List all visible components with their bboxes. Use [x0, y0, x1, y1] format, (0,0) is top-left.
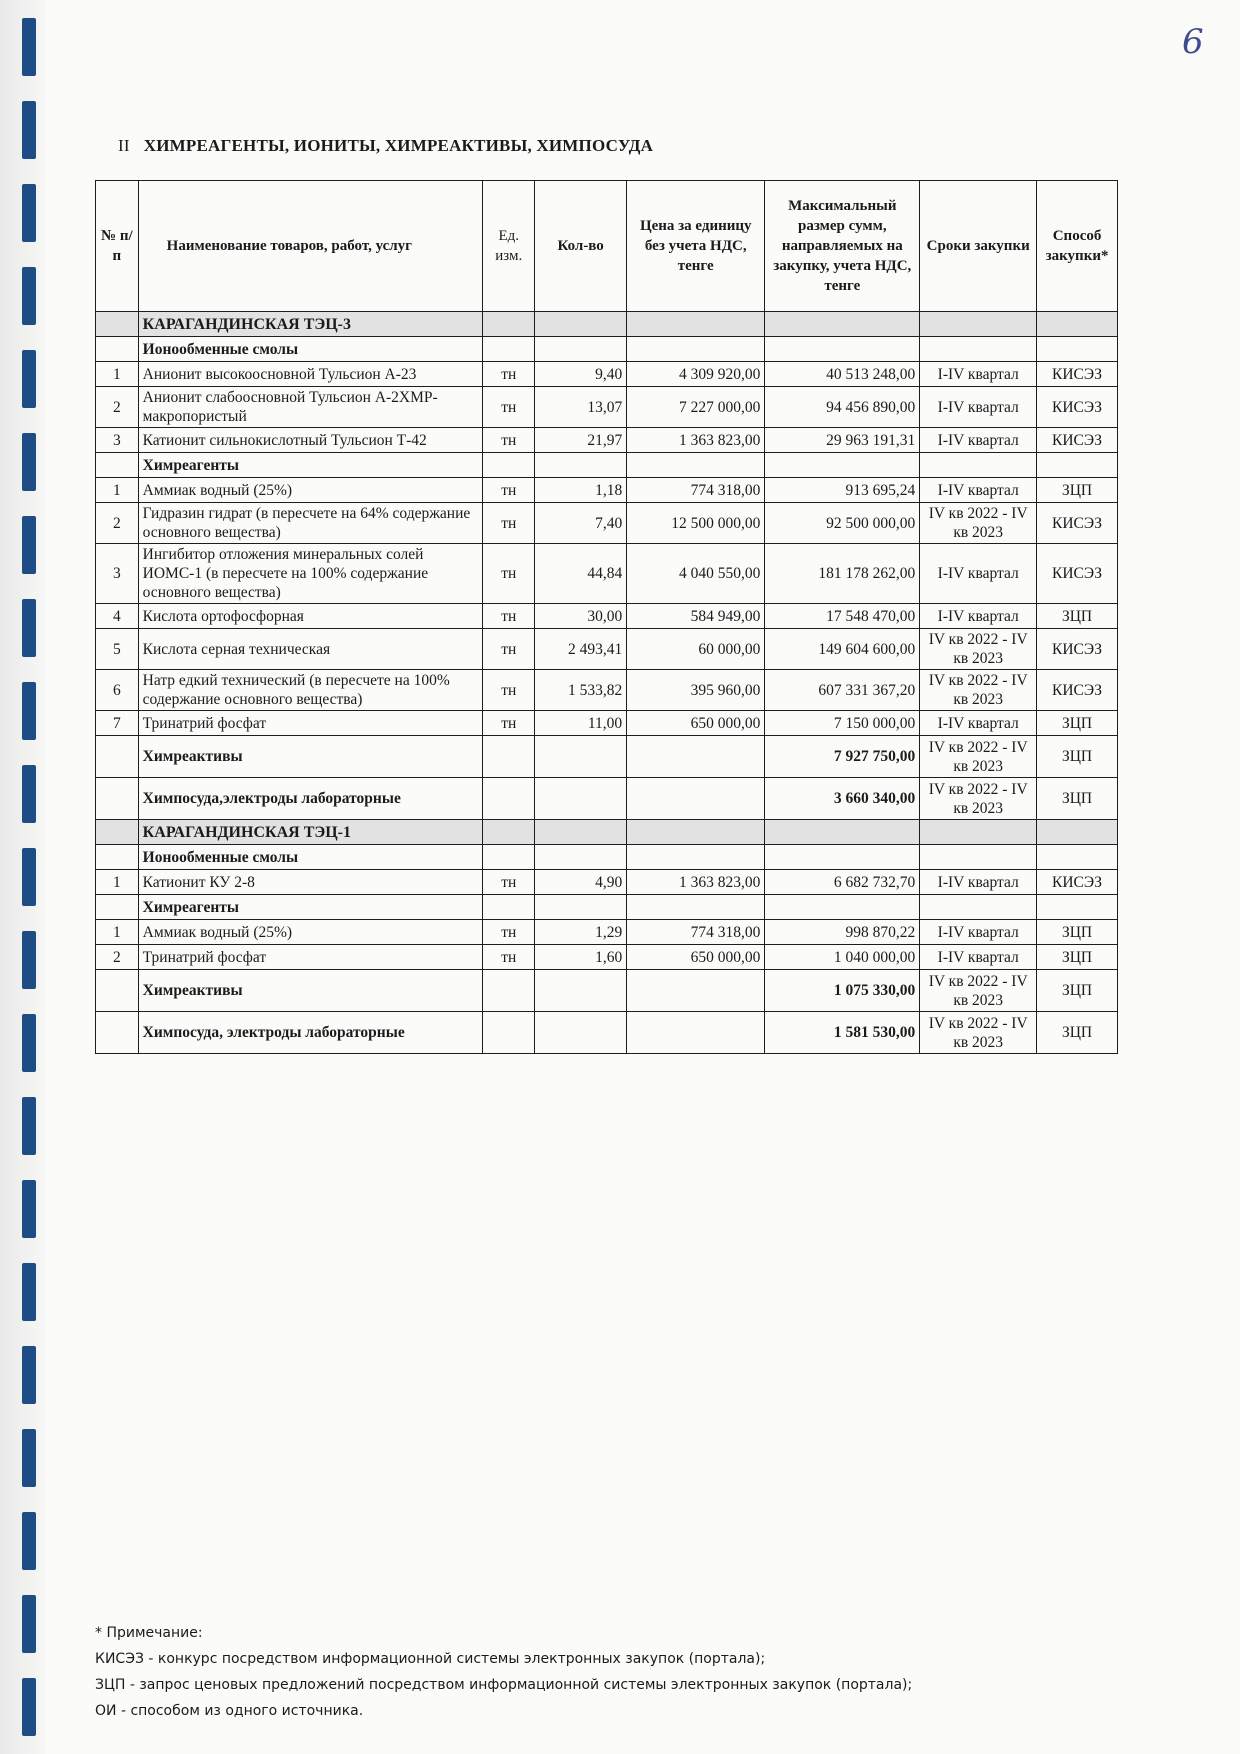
- cell-num: 3: [96, 544, 139, 604]
- group-row: [96, 845, 1118, 870]
- footnote-heading: * Примечание:: [95, 1625, 203, 1641]
- cell-sum: 7 927 750,00: [765, 736, 920, 778]
- cell-name: Ингибитор отложения минеральных солей ИОМС-1 (в пересчете на 100% содержание основного вещества): [138, 544, 483, 604]
- cell-method: КИСЭЗ: [1037, 362, 1118, 387]
- cell-num: 4: [96, 604, 139, 629]
- table-body: [96, 312, 1118, 1054]
- binding-ring: [22, 682, 36, 740]
- binding-ring: [22, 1180, 36, 1238]
- header-price: Цена за единицу без учета НДС, тенге: [627, 181, 765, 312]
- cell-empty: [765, 337, 920, 362]
- cell-term: IV кв 2022 - IV кв 2023: [920, 778, 1037, 820]
- cell-name: Катионит КУ 2-8: [138, 870, 483, 895]
- binding-ring: [22, 350, 36, 408]
- cell-sum: 3 660 340,00: [765, 778, 920, 820]
- cell-name: Тринатрий фосфат: [138, 945, 483, 970]
- cell-empty: [627, 1012, 765, 1054]
- cell-qty: 4,90: [535, 870, 627, 895]
- cell-unit: тн: [483, 503, 535, 544]
- cell-empty: [483, 1012, 535, 1054]
- subtotal-row: [96, 778, 1118, 820]
- cell-method: ЗЦП: [1037, 920, 1118, 945]
- cell-term: I-IV квартал: [920, 604, 1037, 629]
- cell-method: КИСЭЗ: [1037, 503, 1118, 544]
- cell-num: 3: [96, 428, 139, 453]
- cell-sum: 92 500 000,00: [765, 503, 920, 544]
- cell-name: Гидразин гидрат (в пересчете на 64% содержание основного вещества): [138, 503, 483, 544]
- cell-sum: 6 682 732,70: [765, 870, 920, 895]
- cell-method: КИСЭЗ: [1037, 629, 1118, 670]
- cell-unit: тн: [483, 670, 535, 711]
- cell-empty: [1037, 895, 1118, 920]
- cell-name: Катионит сильнокислотный Тульсион Т-42: [138, 428, 483, 453]
- footnote-line: ОИ - способом из одного источника.: [95, 1703, 364, 1719]
- org-name: КАРАГАНДИНСКАЯ ТЭЦ-3: [138, 312, 483, 337]
- cell-empty: [483, 337, 535, 362]
- cell-price: 774 318,00: [627, 920, 765, 945]
- cell-term: IV кв 2022 - IV кв 2023: [920, 629, 1037, 670]
- cell-num: 7: [96, 711, 139, 736]
- cell-qty: 1,18: [535, 478, 627, 503]
- cell-empty: [535, 453, 627, 478]
- cell-num: [96, 337, 139, 362]
- binding-ring: [22, 1512, 36, 1570]
- cell-unit: тн: [483, 870, 535, 895]
- cell-empty: [1037, 845, 1118, 870]
- cell-qty: 7,40: [535, 503, 627, 544]
- cell-empty: [1037, 820, 1118, 845]
- cell-method: ЗЦП: [1037, 945, 1118, 970]
- cell-price: 650 000,00: [627, 711, 765, 736]
- table-row: [96, 629, 1118, 670]
- cell-price: 12 500 000,00: [627, 503, 765, 544]
- table-row: [96, 362, 1118, 387]
- cell-empty: [920, 312, 1037, 337]
- cell-sum: 1 075 330,00: [765, 970, 920, 1012]
- cell-qty: 1 533,82: [535, 670, 627, 711]
- cell-name: Химпосуда, электроды лабораторные: [138, 1012, 483, 1054]
- cell-price: 584 949,00: [627, 604, 765, 629]
- header-unit: Ед. изм.: [483, 181, 535, 312]
- subtotal-row: [96, 736, 1118, 778]
- cell-term: I-IV квартал: [920, 387, 1037, 428]
- cell-qty: 1,29: [535, 920, 627, 945]
- cell-empty: [535, 820, 627, 845]
- cell-sum: 998 870,22: [765, 920, 920, 945]
- table-row: [96, 711, 1118, 736]
- cell-empty: [535, 778, 627, 820]
- cell-empty: [535, 736, 627, 778]
- table-row: [96, 870, 1118, 895]
- cell-empty: [920, 895, 1037, 920]
- footnote-line: ЗЦП - запрос ценовых предложений посредством информационной системы электронных закупок (портала);: [95, 1677, 913, 1693]
- table-row: [96, 670, 1118, 711]
- cell-price: 4 309 920,00: [627, 362, 765, 387]
- group-name: Ионообменные смолы: [138, 845, 483, 870]
- cell-unit: тн: [483, 478, 535, 503]
- cell-name: Анионит высокоосновной Тульсион А-23: [138, 362, 483, 387]
- cell-qty: 44,84: [535, 544, 627, 604]
- group-name: Химреагенты: [138, 453, 483, 478]
- cell-sum: 29 963 191,31: [765, 428, 920, 453]
- cell-num: [96, 778, 139, 820]
- cell-method: ЗЦП: [1037, 778, 1118, 820]
- cell-name: Анионит слабоосновной Тульсион А-2ХМР-макропористый: [138, 387, 483, 428]
- cell-empty: [920, 820, 1037, 845]
- cell-empty: [535, 895, 627, 920]
- binding-ring: [22, 1346, 36, 1404]
- cell-method: ЗЦП: [1037, 711, 1118, 736]
- cell-empty: [1037, 337, 1118, 362]
- cell-price: 4 040 550,00: [627, 544, 765, 604]
- cell-qty: 13,07: [535, 387, 627, 428]
- cell-num: 1: [96, 870, 139, 895]
- procurement-table: [95, 180, 1118, 1054]
- cell-sum: 149 604 600,00: [765, 629, 920, 670]
- cell-num: 2: [96, 387, 139, 428]
- binding-ring: [22, 931, 36, 989]
- cell-unit: тн: [483, 428, 535, 453]
- table-row: [96, 428, 1118, 453]
- table-row: [96, 387, 1118, 428]
- cell-unit: тн: [483, 629, 535, 670]
- cell-sum: 94 456 890,00: [765, 387, 920, 428]
- cell-term: IV кв 2022 - IV кв 2023: [920, 670, 1037, 711]
- cell-term: IV кв 2022 - IV кв 2023: [920, 503, 1037, 544]
- cell-name: Тринатрий фосфат: [138, 711, 483, 736]
- cell-empty: [483, 736, 535, 778]
- cell-empty: [765, 820, 920, 845]
- cell-method: КИСЭЗ: [1037, 670, 1118, 711]
- cell-term: I-IV квартал: [920, 428, 1037, 453]
- cell-term: I-IV квартал: [920, 362, 1037, 387]
- cell-empty: [535, 845, 627, 870]
- header-qty: Кол-во: [535, 181, 627, 312]
- cell-sum: 1 040 000,00: [765, 945, 920, 970]
- cell-empty: [627, 312, 765, 337]
- cell-empty: [483, 453, 535, 478]
- org-row: [96, 312, 1118, 337]
- org-name: КАРАГАНДИНСКАЯ ТЭЦ-1: [138, 820, 483, 845]
- cell-term: I-IV квартал: [920, 920, 1037, 945]
- cell-num: [96, 845, 139, 870]
- spiral-binding: [0, 0, 46, 1754]
- cell-num: 1: [96, 920, 139, 945]
- cell-empty: [627, 895, 765, 920]
- cell-price: 1 363 823,00: [627, 870, 765, 895]
- cell-empty: [627, 337, 765, 362]
- cell-price: 60 000,00: [627, 629, 765, 670]
- cell-sum: 7 150 000,00: [765, 711, 920, 736]
- cell-num: [96, 312, 139, 337]
- cell-empty: [627, 970, 765, 1012]
- cell-unit: тн: [483, 362, 535, 387]
- cell-method: КИСЭЗ: [1037, 428, 1118, 453]
- cell-empty: [627, 820, 765, 845]
- group-row: [96, 337, 1118, 362]
- cell-empty: [535, 337, 627, 362]
- binding-ring: [22, 848, 36, 906]
- cell-method: ЗЦП: [1037, 1012, 1118, 1054]
- table-header-row: [96, 181, 1118, 312]
- cell-term: I-IV квартал: [920, 945, 1037, 970]
- table-row: [96, 945, 1118, 970]
- cell-term: I-IV квартал: [920, 711, 1037, 736]
- subtotal-row: [96, 970, 1118, 1012]
- cell-empty: [627, 736, 765, 778]
- cell-qty: 1,60: [535, 945, 627, 970]
- table-row: [96, 503, 1118, 544]
- binding-ring: [22, 267, 36, 325]
- cell-unit: тн: [483, 945, 535, 970]
- cell-empty: [627, 453, 765, 478]
- cell-num: [96, 820, 139, 845]
- cell-qty: 21,97: [535, 428, 627, 453]
- cell-price: 395 960,00: [627, 670, 765, 711]
- cell-name: Кислота ортофосфорная: [138, 604, 483, 629]
- cell-empty: [765, 895, 920, 920]
- cell-name: Химреактивы: [138, 736, 483, 778]
- cell-method: ЗЦП: [1037, 478, 1118, 503]
- group-name: Ионообменные смолы: [138, 337, 483, 362]
- cell-sum: 913 695,24: [765, 478, 920, 503]
- cell-qty: 11,00: [535, 711, 627, 736]
- cell-num: 2: [96, 945, 139, 970]
- cell-method: ЗЦП: [1037, 604, 1118, 629]
- cell-price: 1 363 823,00: [627, 428, 765, 453]
- cell-unit: тн: [483, 711, 535, 736]
- cell-empty: [483, 970, 535, 1012]
- cell-sum: 40 513 248,00: [765, 362, 920, 387]
- cell-empty: [483, 820, 535, 845]
- cell-sum: 181 178 262,00: [765, 544, 920, 604]
- header-max-sum: Максимальный размер сумм, направляемых на закупку, учета НДС, тенге: [765, 181, 920, 312]
- cell-method: ЗЦП: [1037, 736, 1118, 778]
- section-heading: ХИМРЕАГЕНТЫ, ИОНИТЫ, ХИМРЕАКТИВЫ, ХИМПОСУДА: [143, 136, 654, 155]
- footnote: [95, 1620, 912, 1724]
- cell-qty: 30,00: [535, 604, 627, 629]
- cell-empty: [535, 1012, 627, 1054]
- cell-sum: 607 331 367,20: [765, 670, 920, 711]
- table-row: [96, 544, 1118, 604]
- cell-price: 774 318,00: [627, 478, 765, 503]
- cell-empty: [920, 453, 1037, 478]
- cell-unit: тн: [483, 387, 535, 428]
- cell-price: 650 000,00: [627, 945, 765, 970]
- cell-unit: тн: [483, 920, 535, 945]
- cell-empty: [765, 845, 920, 870]
- cell-method: КИСЭЗ: [1037, 544, 1118, 604]
- binding-ring: [22, 1678, 36, 1736]
- binding-ring: [22, 1595, 36, 1653]
- cell-name: Натр едкий технический (в пересчете на 100% содержание основного вещества): [138, 670, 483, 711]
- cell-num: [96, 895, 139, 920]
- cell-num: 2: [96, 503, 139, 544]
- binding-ring: [22, 1263, 36, 1321]
- cell-empty: [627, 778, 765, 820]
- table-row: [96, 478, 1118, 503]
- cell-empty: [765, 453, 920, 478]
- cell-name: Кислота серная техническая: [138, 629, 483, 670]
- cell-empty: [627, 845, 765, 870]
- handwritten-page-number: 6: [1182, 22, 1204, 62]
- binding-ring: [22, 1014, 36, 1072]
- cell-num: [96, 453, 139, 478]
- cell-num: 6: [96, 670, 139, 711]
- binding-ring: [22, 516, 36, 574]
- header-name: Наименование товаров, работ, услуг: [138, 181, 483, 312]
- cell-method: ЗЦП: [1037, 970, 1118, 1012]
- cell-empty: [535, 312, 627, 337]
- cell-qty: 2 493,41: [535, 629, 627, 670]
- group-name: Химреагенты: [138, 895, 483, 920]
- binding-ring: [22, 18, 36, 76]
- binding-ring: [22, 1097, 36, 1155]
- cell-name: Химреактивы: [138, 970, 483, 1012]
- cell-term: IV кв 2022 - IV кв 2023: [920, 970, 1037, 1012]
- cell-empty: [483, 778, 535, 820]
- org-row: [96, 820, 1118, 845]
- cell-empty: [483, 312, 535, 337]
- cell-method: КИСЭЗ: [1037, 870, 1118, 895]
- cell-method: КИСЭЗ: [1037, 387, 1118, 428]
- group-row: [96, 453, 1118, 478]
- cell-empty: [483, 895, 535, 920]
- header-num: № п/п: [96, 181, 139, 312]
- cell-term: IV кв 2022 - IV кв 2023: [920, 1012, 1037, 1054]
- cell-empty: [765, 312, 920, 337]
- cell-num: 5: [96, 629, 139, 670]
- cell-unit: тн: [483, 544, 535, 604]
- cell-num: [96, 736, 139, 778]
- cell-empty: [1037, 453, 1118, 478]
- cell-sum: 1 581 530,00: [765, 1012, 920, 1054]
- section-number: II: [118, 136, 130, 155]
- cell-name: Химпосуда,электроды лабораторные: [138, 778, 483, 820]
- subtotal-row: [96, 1012, 1118, 1054]
- cell-num: [96, 1012, 139, 1054]
- footnote-line: КИСЭЗ - конкурс посредством информационной системы электронных закупок (портала);: [95, 1651, 766, 1667]
- cell-term: I-IV квартал: [920, 478, 1037, 503]
- cell-name: Аммиак водный (25%): [138, 478, 483, 503]
- binding-ring: [22, 101, 36, 159]
- cell-empty: [1037, 312, 1118, 337]
- cell-num: 1: [96, 362, 139, 387]
- cell-term: I-IV квартал: [920, 870, 1037, 895]
- cell-empty: [483, 845, 535, 870]
- binding-ring: [22, 599, 36, 657]
- header-method: Способ закупки*: [1037, 181, 1118, 312]
- section-title: [118, 136, 653, 156]
- header-term: Сроки закупки: [920, 181, 1037, 312]
- group-row: [96, 895, 1118, 920]
- cell-empty: [920, 845, 1037, 870]
- cell-empty: [535, 970, 627, 1012]
- binding-ring: [22, 765, 36, 823]
- cell-num: [96, 970, 139, 1012]
- cell-sum: 17 548 470,00: [765, 604, 920, 629]
- binding-ring: [22, 433, 36, 491]
- cell-unit: тн: [483, 604, 535, 629]
- table-row: [96, 604, 1118, 629]
- cell-name: Аммиак водный (25%): [138, 920, 483, 945]
- cell-qty: 9,40: [535, 362, 627, 387]
- cell-price: 7 227 000,00: [627, 387, 765, 428]
- cell-term: I-IV квартал: [920, 544, 1037, 604]
- binding-ring: [22, 1429, 36, 1487]
- cell-empty: [920, 337, 1037, 362]
- table-row: [96, 920, 1118, 945]
- cell-num: 1: [96, 478, 139, 503]
- cell-term: IV кв 2022 - IV кв 2023: [920, 736, 1037, 778]
- binding-ring: [22, 184, 36, 242]
